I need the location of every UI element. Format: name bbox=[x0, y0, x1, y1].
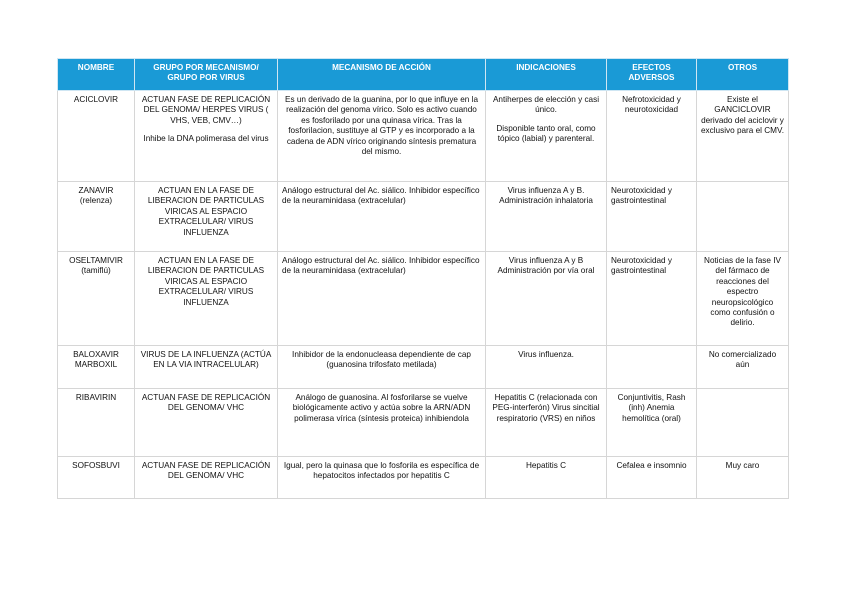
table-header-row bbox=[58, 59, 789, 91]
cell-indicaciones: Virus influenza. bbox=[486, 346, 607, 389]
table-row bbox=[58, 182, 789, 252]
cell-efectos: Nefrotoxicidad y neurotoxicidad bbox=[607, 91, 697, 182]
cell-otros: Muy caro bbox=[697, 457, 789, 499]
cell-otros bbox=[697, 182, 789, 252]
header-grupo: GRUPO POR MECANISMO/ GRUPO POR VIRUS bbox=[135, 59, 278, 91]
table-row bbox=[58, 91, 789, 182]
cell-efectos bbox=[607, 346, 697, 389]
cell-efectos: Cefalea e insomnio bbox=[607, 457, 697, 499]
cell-indicaciones: Hepatitis C (relacionada con PEG-interferón) Virus sincitial respiratorio (VRS) en niños bbox=[486, 389, 607, 457]
cell-indicaciones: Hepatitis C bbox=[486, 457, 607, 499]
indicaciones-text: Antiherpes de elección y casi único. bbox=[492, 95, 600, 115]
cell-otros: Noticias de la fase IV del fármaco de reacciones del espectro neuropsicológico como confusión o delirio. bbox=[697, 252, 789, 346]
cell-grupo: ACTUAN EN LA FASE DE LIBERACION DE PARTICULAS VIRICAS AL ESPACIO EXTRACELULAR/ VIRUS INFLUENZA bbox=[135, 252, 278, 346]
table-row bbox=[58, 252, 789, 346]
header-mecanismo: MECANISMO DE ACCIÓN bbox=[278, 59, 486, 91]
cell-nombre: ACICLOVIR bbox=[58, 91, 135, 182]
cell-mecanismo: Análogo de guanosina. Al fosforilarse se vuelve biológicamente activo y actúa sobre la ARN/ADN polimerasa vírica (síntesis proteica) inhibiendola bbox=[278, 389, 486, 457]
cell-nombre: OSELTAMIVIR (tamiflú) bbox=[58, 252, 135, 346]
cell-otros: Existe el GANCICLOVIR derivado del aciclovir y exclusivo para el CMV. bbox=[697, 91, 789, 182]
cell-mecanismo: Es un derivado de la guanina, por lo que influye en la realización del genoma vírico. Solo es activo cuando es fosforilado por una quinasa vírica. Tras la fosforilacion, sustituye al GTP y es incorporado a la cadena de ADN vírico originando síntesis prematura del mismo. bbox=[278, 91, 486, 182]
cell-grupo: ACTUAN FASE DE REPLICACIÓN DEL GENOMA/ VHC bbox=[135, 457, 278, 499]
table-row bbox=[58, 346, 789, 389]
table-row bbox=[58, 389, 789, 457]
grupo-text: ACTUAN FASE DE REPLICACIÓN DEL GENOMA/ HERPES VIRUS ( VHS, VEB, CMV…) bbox=[141, 95, 271, 125]
antiviral-drugs-table bbox=[57, 58, 789, 499]
cell-grupo: VIRUS DE LA INFLUENZA (ACTÚA EN LA VIA INTRACELULAR) bbox=[135, 346, 278, 389]
cell-grupo: ACTUAN FASE DE REPLICACIÓN DEL GENOMA/ VHC bbox=[135, 389, 278, 457]
indicaciones-note: Disponible tanto oral, como tópico (labial) y parenteral. bbox=[496, 123, 596, 144]
cell-nombre: BALOXAVIR MARBOXIL bbox=[58, 346, 135, 389]
cell-otros: No comercializado aún bbox=[697, 346, 789, 389]
table-row bbox=[58, 457, 789, 499]
cell-nombre: ZANAVIR (relenza) bbox=[58, 182, 135, 252]
cell-indicaciones: Virus influenza A y B Administración por vía oral bbox=[486, 252, 607, 346]
cell-mecanismo: Igual, pero la quinasa que lo fosforila es específica de hepatocitos infectados por hepatitis C bbox=[278, 457, 486, 499]
header-indicaciones: INDICACIONES bbox=[486, 59, 607, 91]
header-nombre: NOMBRE bbox=[58, 59, 135, 91]
cell-efectos: Neurotoxicidad y gastrointestinal bbox=[607, 182, 697, 252]
cell-mecanismo: Inhibidor de la endonucleasa dependiente de cap (guanosina trifosfato metilada) bbox=[278, 346, 486, 389]
cell-efectos: Neurotoxicidad y gastrointestinal bbox=[607, 252, 697, 346]
grupo-note: Inhibe la DNA polimerasa del virus bbox=[143, 134, 269, 144]
cell-indicaciones bbox=[486, 91, 607, 182]
cell-mecanismo: Análogo estructural del Ac. siálico. Inhibidor específico de la neuraminidasa (extracelular) bbox=[278, 182, 486, 252]
cell-efectos: Conjuntivitis, Rash (inh) Anemia hemolítica (oral) bbox=[607, 389, 697, 457]
cell-grupo: ACTUAN EN LA FASE DE LIBERACION DE PARTICULAS VIRICAS AL ESPACIO EXTRACELULAR/ VIRUS INFLUENZA bbox=[135, 182, 278, 252]
header-otros: OTROS bbox=[697, 59, 789, 91]
antiviral-table-page bbox=[57, 58, 788, 499]
cell-otros bbox=[697, 389, 789, 457]
cell-indicaciones: Virus influenza A y B. Administración inhalatoria bbox=[486, 182, 607, 252]
header-efectos: EFECTOS ADVERSOS bbox=[607, 59, 697, 91]
cell-nombre: RIBAVIRIN bbox=[58, 389, 135, 457]
cell-grupo bbox=[135, 91, 278, 182]
cell-nombre: SOFOSBUVI bbox=[58, 457, 135, 499]
cell-mecanismo: Análogo estructural del Ac. siálico. Inhibidor específico de la neuraminidasa (extracelular) bbox=[278, 252, 486, 346]
